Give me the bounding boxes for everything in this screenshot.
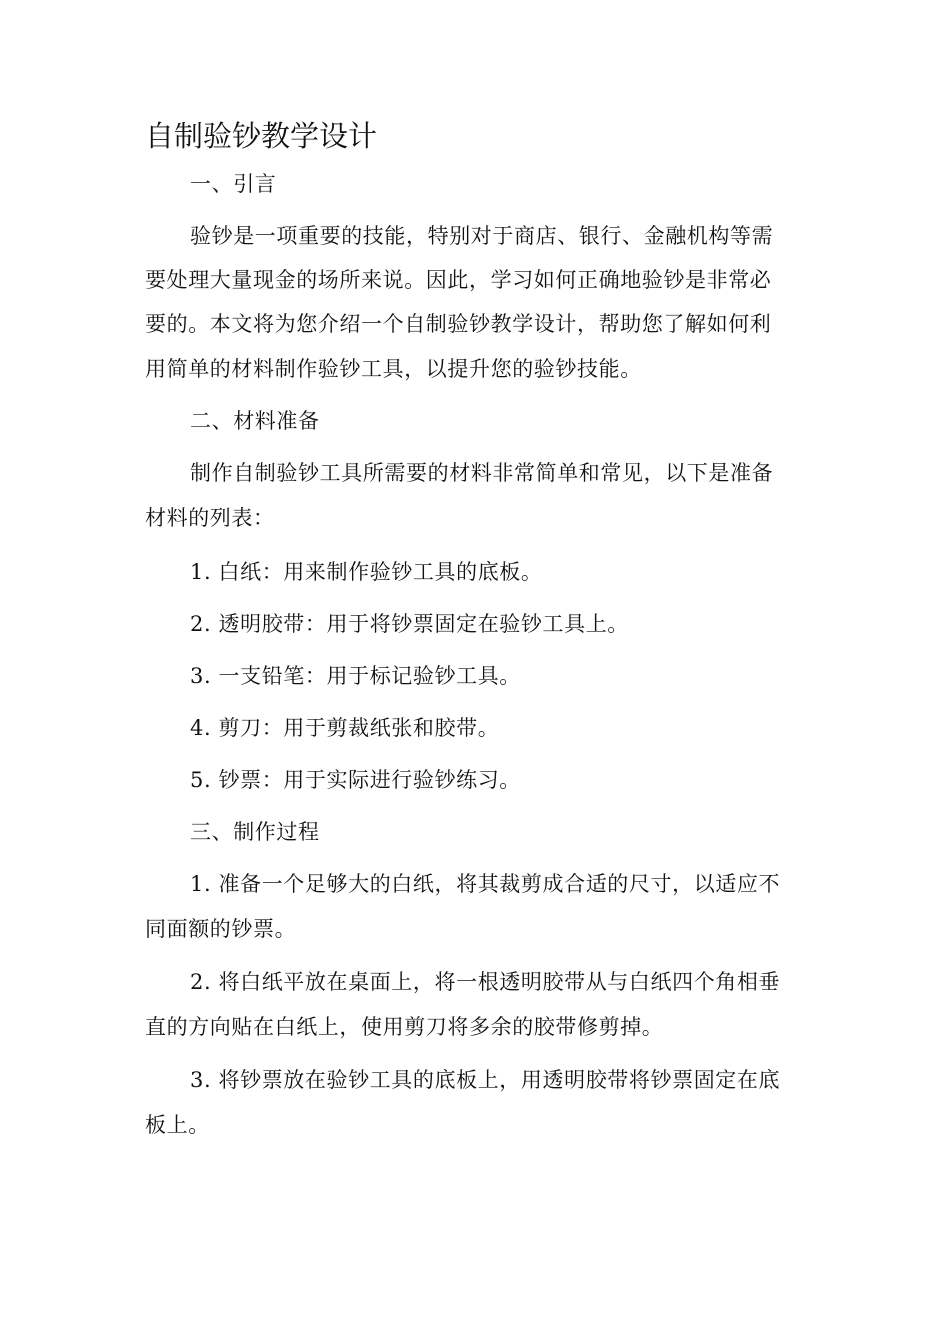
intro-paragraph-line: 验钞是一项重要的技能，特别对于商店、银行、金融机构等需: [190, 224, 774, 248]
process-step-line: 同面额的钞票。: [145, 917, 297, 941]
intro-paragraph-line: 要的。本文将为您介绍一个自制验钞教学设计，帮助您了解如何利: [145, 312, 772, 336]
materials-list-item: 5. 钞票：用于实际进行验钞练习。: [190, 768, 521, 792]
materials-list-item: 3. 一支铅笔：用于标记验钞工具。: [190, 664, 521, 688]
document-title: 自制验钞教学设计: [145, 119, 378, 153]
process-step-line: 3. 将钞票放在验钞工具的底板上，用透明胶带将钞票固定在底: [190, 1068, 781, 1092]
process-step-line: 1. 准备一个足够大的白纸，将其裁剪成合适的尺寸，以适应不: [190, 872, 781, 896]
materials-list-item: 2. 透明胶带：用于将钞票固定在验钞工具上。: [190, 612, 629, 636]
materials-paragraph-line: 制作自制验钞工具所需要的材料非常简单和常见，以下是准备: [190, 461, 774, 485]
process-step-line: 板上。: [145, 1113, 210, 1137]
materials-list-item: 4. 剪刀：用于剪裁纸张和胶带。: [190, 716, 500, 740]
materials-paragraph-line: 材料的列表：: [145, 506, 275, 530]
intro-paragraph-line: 用简单的材料制作验钞工具，以提升您的验钞技能。: [145, 357, 642, 381]
process-step-line: 2. 将白纸平放在桌面上，将一根透明胶带从与白纸四个角相垂: [190, 970, 781, 994]
process-step-line: 直的方向贴在白纸上，使用剪刀将多余的胶带修剪掉。: [145, 1015, 664, 1039]
section-heading-materials: 二、材料准备: [190, 409, 320, 433]
section-heading-process: 三、制作过程: [190, 820, 320, 844]
intro-paragraph-line: 要处理大量现金的场所来说。因此，学习如何正确地验钞是非常必: [145, 268, 772, 292]
section-heading-intro: 一、引言: [190, 172, 277, 196]
materials-list-item: 1. 白纸：用来制作验钞工具的底板。: [190, 560, 543, 584]
